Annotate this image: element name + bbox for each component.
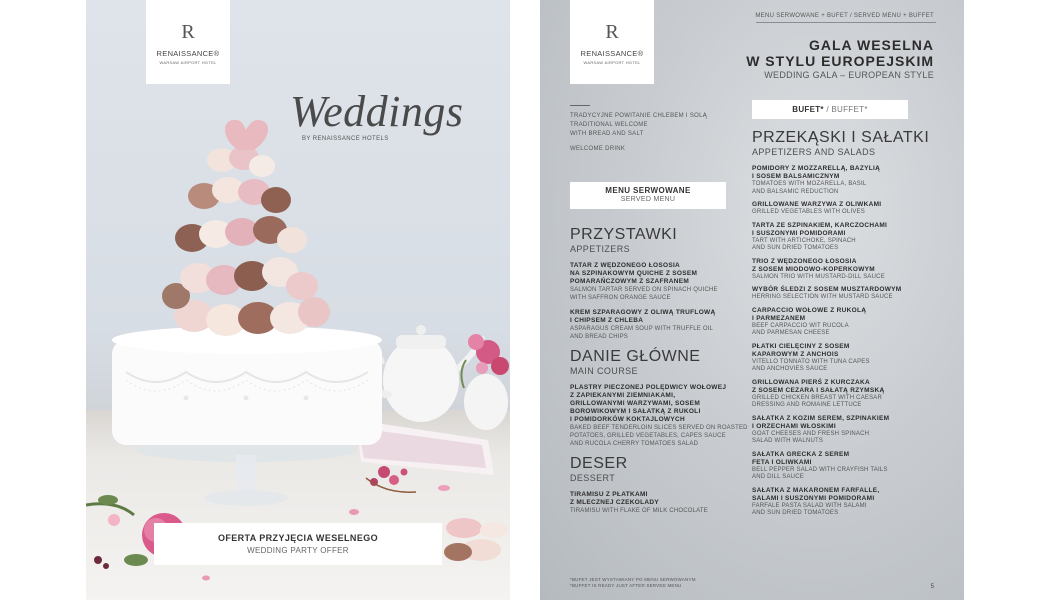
cover-title: Weddings (290, 87, 464, 136)
macaron-tower (162, 120, 330, 336)
dish-name-en: HERRING SELECTION WITH MUSTARD SAUCE (752, 294, 893, 300)
dish-name-en: TIRAMISU WITH FLAKE OF MILK CHOCOLATE (570, 508, 708, 514)
buffet-column (752, 129, 938, 523)
logo-brand-name: RENAISSANCE® (156, 49, 220, 58)
dish-name-en: GOAT CHEESES AND FRESH SPINACH SALAD WITH WALNUTS (752, 430, 870, 444)
breadcrumb-divider (756, 22, 936, 23)
macarons-bottom-right (444, 518, 508, 561)
dish-name-pl: CARPACCIO WOŁOWE Z RUKOLĄ I PARMEZANEM (752, 306, 867, 322)
dish-name-pl: PŁATKI CIELĘCINY Z SOSEM KAPAROWYM Z ANCHOIS (752, 342, 850, 358)
renaissance-logo (570, 0, 654, 84)
dish-name-pl: WYBÓR ŚLEDZI Z SOSEM MUSZTARDOWYM (752, 286, 902, 293)
section-subtitle: APPETIZERS AND SALADS (752, 147, 876, 157)
menu-section (570, 348, 756, 448)
dish-item (570, 262, 756, 302)
page-number: 5 (930, 584, 934, 590)
dish-name-en: TOMATOES WITH MOZARELLA, BASIL AND BALSAMIC REDUCTION (752, 181, 867, 195)
served-menu-subtitle: SERVED MENU (620, 196, 676, 203)
dish-item (752, 415, 938, 446)
dish-name-pl: POMIDORY Z MOZZARELLĄ, BAZYLIĄ I SOSEM BALSAMICZNYM (752, 165, 881, 180)
section-subtitle: APPETIZERS (570, 244, 631, 254)
dish-name-pl: GRILLOWANE WARZYWA Z OLIWKAMI (752, 201, 882, 208)
dish-name-pl: GRILLOWANA PIERŚ Z KURCZAKA Z SOSEM CEZARA I SAŁATĄ RZYMSKĄ (752, 378, 885, 394)
page-title-line2: W STYLU EUROPEJSKIM (746, 53, 934, 69)
cover-page (86, 0, 510, 600)
renaissance-logo (146, 0, 230, 84)
dish-name-pl: SAŁATKA GRECKA Z SEREM FETA I OLIWKAMI (752, 450, 850, 466)
dish-item (570, 491, 756, 515)
footnote: *BUFET JEST WYSTAWIANY PO MENU SERWOWANYM *BUFFET IS READY JUST AFTER SERVED MENU (570, 577, 696, 588)
dish-item (752, 343, 938, 374)
dish-name-en: VITELLO TONNATO WITH TUNA CAPES AND ANCHOVIES SAUCE (752, 358, 870, 372)
dish-item (752, 379, 938, 410)
dish-item (752, 222, 938, 253)
dish-item (570, 309, 756, 341)
welcome-divider (570, 105, 590, 106)
served-menu-title: MENU SERWOWANE (605, 186, 691, 195)
dish-name-en: BELL PEPPER SALAD WITH CRAYFISH TAILS AND DILL SAUCE (752, 466, 888, 480)
offer-title: OFERTA PRZYJĘCIA WESELNEGO (217, 533, 379, 543)
dish-name-en: BEEF CARPACCIO WIT RUCOLA AND PARMESAN CHEESE (752, 322, 849, 336)
menu-page (540, 0, 964, 600)
dish-item (752, 307, 938, 338)
dish-name-en: ASPARAGUS CREAM SOUP WITH TRUFFLE OIL AND BREAD CHIPS (570, 326, 714, 340)
dish-name-en: SALMON TRIO WITH MUSTARD-DILL SAUCE (752, 273, 885, 280)
dish-name-en: GRILLED VEGETABLES WITH OLIVES (752, 209, 865, 215)
buffet-subtitle: / BUFFET* (826, 105, 868, 114)
page-title-line1: GALA WESELNA (808, 37, 934, 53)
logo-hotel-name: WARSAW AIRPORT HOTEL (583, 60, 641, 65)
wax-flowers (366, 466, 416, 492)
dish-item (752, 165, 938, 196)
breadcrumb: MENU SERWOWANE + BUFET / SERVED MENU + BUFFET (755, 13, 934, 19)
dish-name-en: TART WITH ARTICHOKE, SPINACH AND SUN DRIED TOMATOES (752, 237, 856, 251)
menu-section (570, 226, 756, 341)
welcome-line1: TRADYCYJNE POWITANIE CHLEBEM I SOLĄ (570, 113, 708, 119)
buffet-header (752, 100, 908, 119)
menu-section (570, 455, 756, 515)
dish-name-en: FARFALE PASTA SALAD WITH SALAMI AND SUN DRIED TOMATOES (752, 502, 867, 516)
cake-stand (136, 438, 356, 506)
dish-name-pl: TARTA ZE SZPINAKIEM, KARCZOCHAMI I SUSZONYMI POMIDORAMI (752, 221, 888, 237)
section-subtitle: DESSERT (570, 473, 616, 483)
dish-item (752, 286, 938, 302)
dish-item (752, 451, 938, 482)
served-menu-column (570, 226, 756, 522)
page-subtitle: WEDDING GALA – EUROPEAN STYLE (764, 70, 934, 80)
logo-letter: R (605, 21, 619, 43)
logo-letter: R (181, 21, 195, 43)
logo-brand-name: RENAISSANCE® (580, 49, 644, 58)
dish-name-pl: TRIO Z WĘDZONEGO ŁOSOSIA Z SOSEM MIODOWO-KOPERKOWYM (752, 257, 875, 273)
dish-name-pl: TATAR Z WĘDZONEGO ŁOSOSIA NA SZPINAKOWYM QUICHE Z SOSEM POMARAŃCZOWYM Z SZAFRANEM (570, 262, 698, 285)
welcome-line3: WITH BREAD AND SALT (570, 131, 644, 137)
dish-name-en: BAKED BEEF TENDERLOIN SLICES SERVED ON ROASTED POTATOES, GRILLED VEGETABLES, CAPES SAUCE AND RUCOLA CHERRY TOMATOES SALAD (570, 425, 748, 447)
welcome-text (570, 112, 707, 139)
section-title: DANIE GŁÓWNE (570, 348, 701, 365)
dish-name-en: SALMON TARTAR SERVED ON SPINACH QUICHE WITH SAFFRON ORANGE SAUCE (570, 287, 718, 301)
section-title: PRZYSTAWKI (570, 226, 678, 243)
dish-name-pl: PLASTRY PIECZONEJ POLĘDWICY WOŁOWEJ Z ZAPIEKANYMI ZIEMNIAKAMI, GRILLOWANYMI WARZYWAMI, SOSEM BOROWIKOWYM I SAŁATKĄ Z RUKOLI I POMIDORKÓW KOKTAJLOWYCH (570, 384, 727, 423)
buffet-title: BUFET* (792, 105, 824, 114)
dish-item (752, 487, 938, 518)
cover-subtitle: BY RENAISSANCE HOTELS (302, 136, 389, 142)
dish-name-pl: KREM SZPARAGOWY Z OLIWĄ TRUFLOWĄ I CHIPSEM Z CHLEBA (570, 309, 716, 324)
served-menu-header (570, 182, 726, 209)
dish-item (752, 258, 938, 282)
logo-hotel-name: WARSAW AIRPORT HOTEL (159, 60, 217, 65)
dish-name-pl: SAŁATKA Z KOZIM SEREM, SZPINAKIEM I ORZECHAMI WŁOSKIMI (752, 414, 890, 430)
section-title: DESER (570, 455, 628, 472)
offer-box (154, 523, 442, 565)
welcome-line2: TRADITIONAL WELCOME (570, 122, 648, 128)
section-title: PRZEKĄSKI I SAŁATKI (752, 129, 930, 146)
dish-item (570, 384, 756, 448)
page-title (746, 37, 934, 69)
cup-image (464, 374, 508, 430)
welcome-drink: WELCOME DRINK (570, 146, 626, 152)
section-subtitle: MAIN COURSE (570, 366, 638, 376)
dish-item (752, 201, 938, 217)
cake-body (112, 326, 382, 445)
dish-name-pl: SAŁATKA Z MAKARONEM FARFALLE, SALAMI I SUSZONYMI POMIDORAMI (752, 486, 880, 502)
dish-name-en: GRILLED CHICKEN BREAST WITH CAESAR DRESSING AND ROMAINE LETTUCE (752, 394, 883, 408)
offer-subtitle: WEDDING PARTY OFFER (247, 546, 349, 555)
dish-name-pl: TIRAMISU Z PŁATKAMI Z MLECZNEJ CZEKOLADY (570, 491, 660, 506)
